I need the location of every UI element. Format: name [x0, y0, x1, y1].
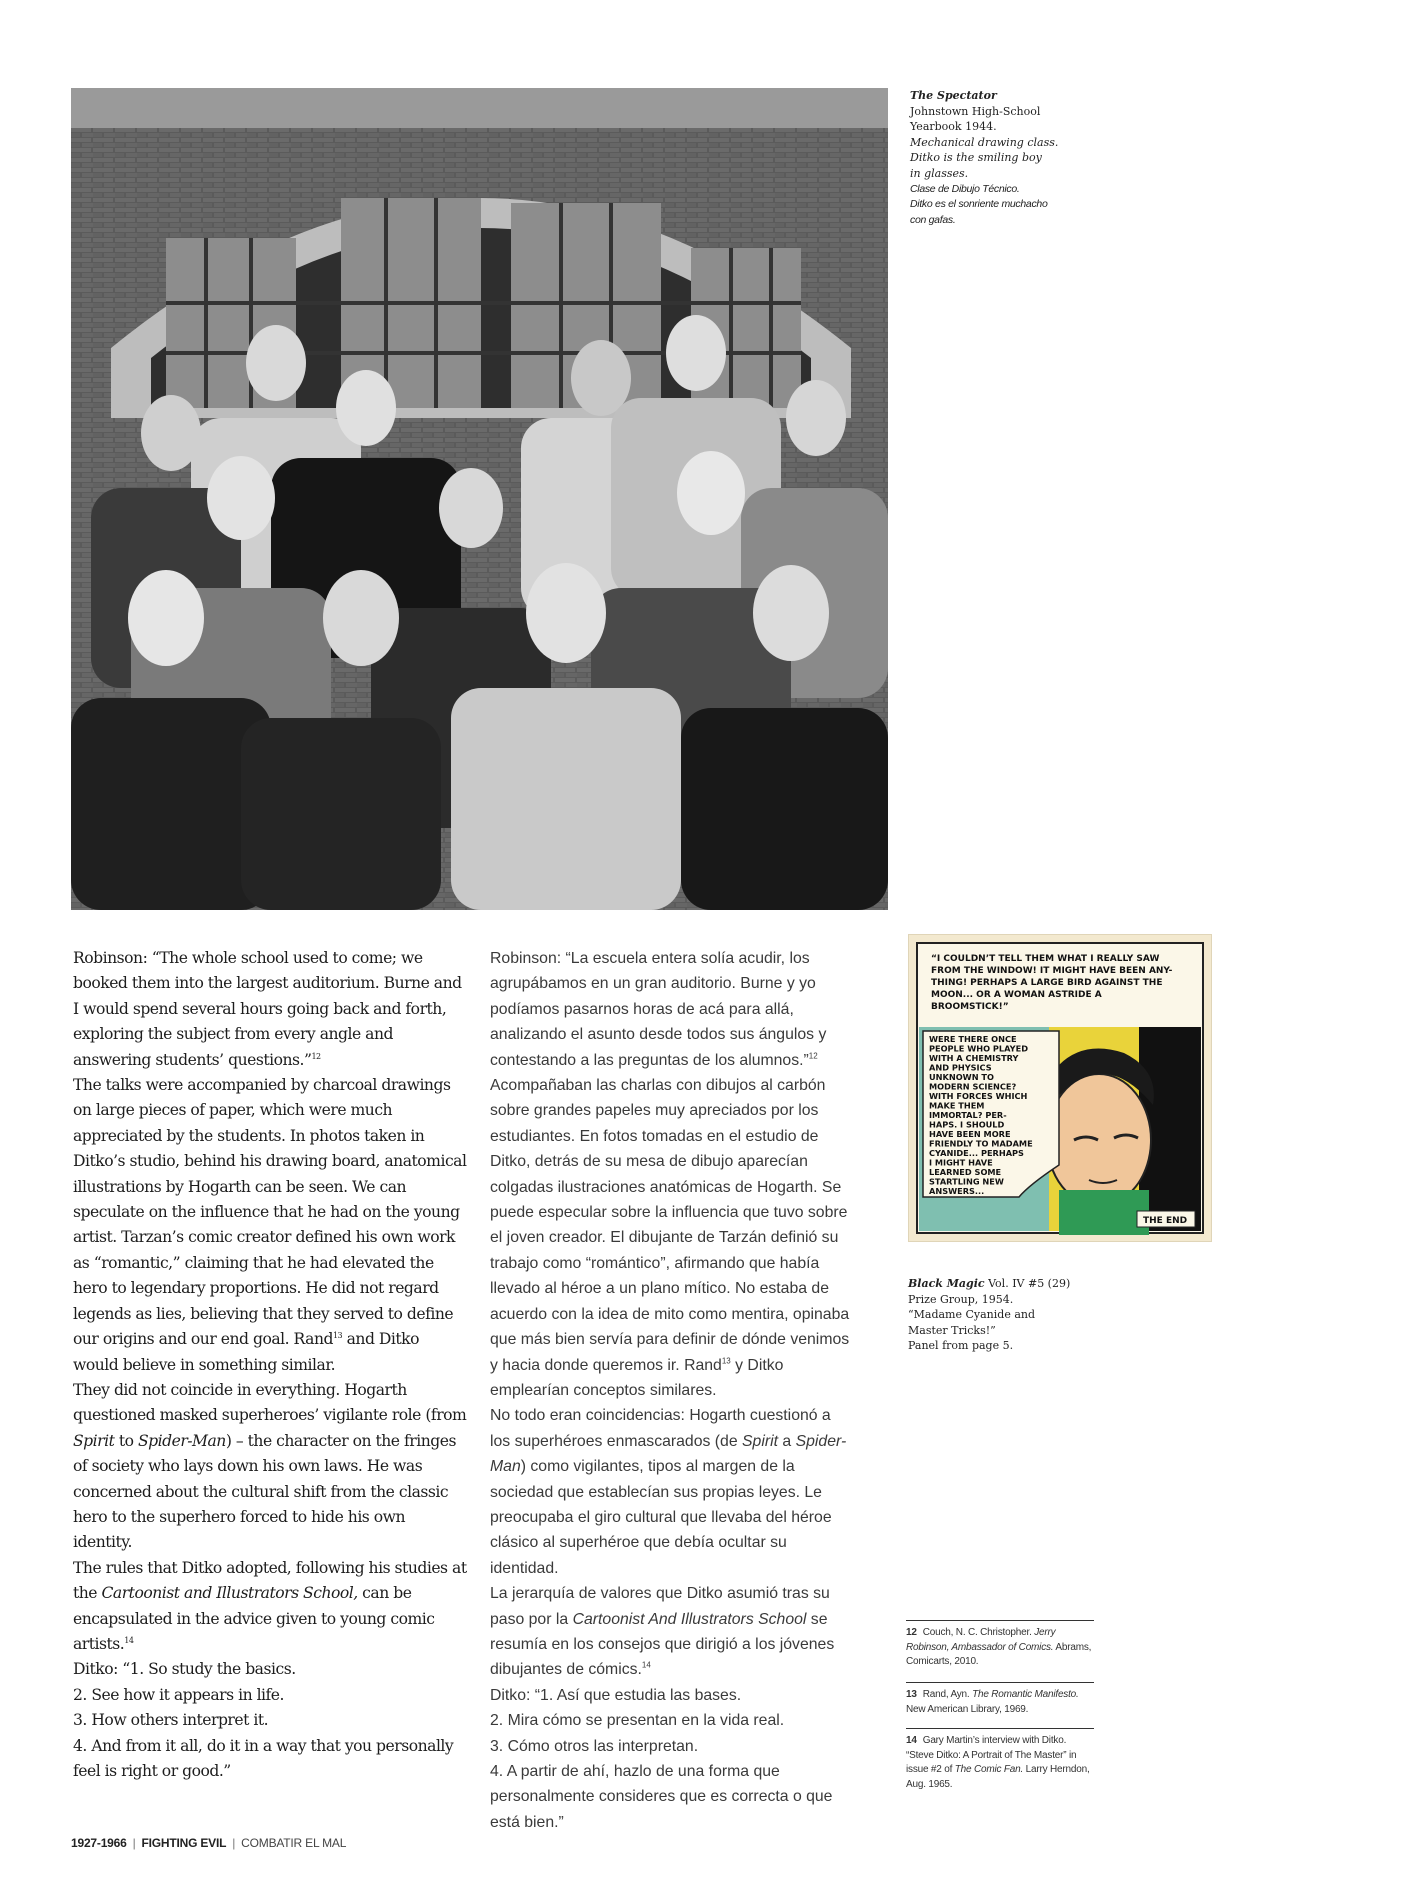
footnote-13 [906, 1688, 1096, 1717]
paragraph-text: y Ditko emplearían conceptos similares. [490, 1356, 784, 1399]
thought-line: ANSWERS... [929, 1186, 985, 1196]
footnote-ref: 12 [808, 1051, 818, 1061]
paragraph [490, 1581, 850, 1683]
thought-line: MAKE THEM [929, 1100, 985, 1111]
rule-line: 4. A partir de ahí, hazlo de una forma que personalmente consideres que es correcta o que está bien.” [490, 1763, 833, 1831]
title-ref: Spider-Man [137, 1431, 226, 1450]
paragraph-text: Acompañaban las charlas con dibujos al carbón sobre grandes papeles muy apreciados por los estudiantes. En fotos tomadas en el estudio de Ditko, detrás de su mesa de dibujo aparecían colgadas ilustraciones anatómicas de Hogarth. Se puede especular sobre la influencia que tuvo sobre el joven creador. El dibujante de Tarzán definió su trabajo como “romántico”, afirmando que había llevado al héroe a un plano mítico. No estaba de acuerdo con la idea de mito como mentira, opinaba que más bien servía para definir de dónde venimos y hacia donde queremos ir. Rand [490, 1077, 850, 1374]
paragraph-text: to [114, 1431, 138, 1450]
footer-years: 1927-1966 [71, 1836, 127, 1850]
english-column [73, 946, 468, 1784]
title-ref: Cartoonist And Illustrators School [572, 1610, 807, 1628]
footnote-12 [906, 1626, 1096, 1670]
paragraph-text: can be encapsulated in the advice given to young comic artists. [73, 1584, 435, 1653]
page-footer [71, 1836, 346, 1850]
footnote-ref: 13 [332, 1330, 343, 1340]
footnote-text: New American Library, 1969. [906, 1703, 1029, 1715]
panel-caption-volume: Vol. IV #5 (29) [984, 1277, 1071, 1290]
paragraph [73, 1073, 468, 1378]
title-ref: Spirit [73, 1431, 115, 1450]
rule-line: Ditko: “1. So study the basics. [73, 1660, 296, 1679]
panel-caption-line: “Madame Cyanide and [908, 1308, 1036, 1322]
thought-line: MODERN SCIENCE? [929, 1081, 1017, 1092]
footer-section: FIGHTING EVIL [141, 1836, 227, 1850]
paragraph-text: a [778, 1432, 796, 1450]
paragraph [73, 1378, 468, 1556]
footnote-divider [906, 1728, 1094, 1729]
rule-line: 3. How others interpret it. [73, 1711, 269, 1730]
thought-line: UNKNOWN TO [929, 1072, 994, 1082]
thought-line: IMMORTAL? PER- [929, 1110, 1007, 1120]
footnote-text: Larry Herndon, Aug. 1965. [906, 1764, 1090, 1790]
title-ref: Cartoonist and Illustrators School, [101, 1584, 358, 1603]
paragraph-text: ) como vigilantes, tipos al margen de la sociedad que establecían sus propias leyes. Le preocupaba el giro cultural que llevaba del héroe clásico al superhéroe que debía ocultar su identidad. [490, 1458, 832, 1577]
thought-line: WERE THERE ONCE [929, 1034, 1017, 1044]
footnote-number: 12 [906, 1627, 917, 1638]
panel-caption-line: FROM THE WINDOW! IT MIGHT HAVE BEEN ANY- [931, 966, 1173, 976]
caption-english: Ditko is the smiling boy [910, 151, 1042, 165]
thought-line: WITH FORCES WHICH [929, 1091, 1028, 1101]
paragraph-text: La jerarquía de valores que Ditko asumió tras su paso por la [490, 1585, 830, 1628]
footnote-title: The Comic Fan. [954, 1764, 1024, 1775]
photo-caption [910, 88, 1090, 228]
caption-line: Johnstown High-School [910, 104, 1041, 118]
panel-caption-title: Black Magic [908, 1277, 985, 1290]
caption-spanish: Ditko es el sonriente muchacho [910, 198, 1048, 211]
paragraph-text: No todo eran coincidencias: Hogarth cuestionó a los superhéroes enmascarados (de [490, 1407, 831, 1450]
spanish-column [490, 946, 850, 1835]
end-label: THE END [1143, 1216, 1188, 1226]
paragraph-text: The talks were accompanied by charcoal drawings on large pieces of paper, which were much appreciated by the students. In photos taken in Ditko’s studio, behind his drawing board, anatomical illustrations by Hogarth can be seen. We can speculate on the influence that he had on the young artist. Tarzan’s comic creator defined his own work as “romantic,” claiming that he had elevated the hero to legendary proportions. He did not regard legends as lies, believing that they served to define our origins and our end goal. Rand [73, 1076, 467, 1349]
thought-line: AND PHYSICS [929, 1062, 992, 1073]
paragraph-text: and Ditko would believe in something similar. [73, 1330, 419, 1374]
paragraph [490, 1403, 850, 1581]
footnote-ref: 14 [641, 1661, 651, 1671]
footnote-divider [906, 1682, 1094, 1683]
paragraph [490, 1073, 850, 1403]
paragraph-text: se resumía en los consejos que dirigió a los jóvenes dibujantes de cómics. [490, 1610, 835, 1679]
caption-line: Yearbook 1944. [910, 120, 997, 134]
paragraph-text: Robinson: “La escuela entera solía acudir, los agrupábamos en un gran auditorio. Burne y yo podíamos pasarnos horas de acá para allá, analizando el asunto desde todos sus ángulos y contestando a las preguntas de los alumnos.” [490, 950, 827, 1069]
panel-caption-line: BROOMSTICK!” [931, 1002, 1009, 1012]
panel-caption-line: THING! PERHAPS A LARGE BIRD AGAINST THE [931, 978, 1163, 988]
footnote-ref: 14 [124, 1635, 134, 1645]
title-ref: Spirit [742, 1432, 779, 1450]
panel-caption-line: MOON... OR A WOMAN ASTRIDE A [931, 990, 1102, 1000]
rule-line: Ditko: “1. Así que estudia las bases. [490, 1686, 742, 1704]
footnote-number: 13 [906, 1689, 917, 1700]
thought-line: HAPS. I SHOULD [929, 1119, 1005, 1130]
footnote-text: Couch, N. C. Christopher. [922, 1627, 1035, 1638]
footnote-14 [906, 1734, 1096, 1792]
paragraph [73, 1556, 468, 1658]
paragraph-text: ) – the character on the fringes of society who lays down his own laws. He was concerned about the cultural shift from the classic hero to the superhero forced to hide his own identity. [73, 1431, 456, 1552]
footnote-divider [906, 1620, 1094, 1621]
paragraph [490, 946, 850, 1073]
panel-caption-line: Panel from page 5. [908, 1339, 1014, 1353]
thought-line: LEARNED SOME [929, 1167, 1002, 1177]
footnote-text: Abrams, Comicarts, 2010. [906, 1641, 1092, 1667]
caption-english: Mechanical drawing class. [910, 135, 1059, 149]
footer-section-es: COMBATIR EL MAL [241, 1836, 347, 1850]
thought-line: WITH A CHEMISTRY [929, 1053, 1019, 1063]
panel-caption [908, 1276, 1108, 1354]
rule-line: 4. And from it all, do it in a way that you personally feel is right or good.” [73, 1736, 454, 1780]
paragraph-text: The rules that Ditko adopted, following his studies at the [73, 1558, 467, 1603]
paragraph [73, 946, 468, 1073]
footnote-title: Jerry Robinson, Ambassador of Comics. [906, 1627, 1056, 1653]
footnote-ref: 13 [721, 1356, 731, 1366]
footnote-number: 14 [906, 1735, 917, 1746]
panel-caption-line: Master Tricks!” [908, 1323, 996, 1337]
thought-line: I MIGHT HAVE [929, 1157, 993, 1168]
rule-line: 2. Mira cómo se presentan en la vida real. [490, 1712, 785, 1730]
paragraph-text: Robinson: “The whole school used to come; we booked them into the largest auditorium. Burne and I would spend several hours going back and forth, exploring the subject from every angle and answering students’ questions.” [73, 949, 462, 1069]
footnote-title: The Romantic Manifesto. [972, 1689, 1079, 1700]
rule-line: 2. See how it appears in life. [73, 1685, 284, 1704]
footer-separator: | [232, 1836, 236, 1850]
thought-line: PEOPLE WHO PLAYED [929, 1043, 1028, 1054]
caption-spanish: Clase de Dibujo Técnico. [910, 182, 1020, 195]
paragraph-text: They did not coincide in everything. Hogarth questioned masked superheroes’ vigilante role (from [73, 1380, 467, 1425]
thought-line: FRIENDLY TO MADAME [929, 1138, 1033, 1149]
rule-line: 3. Cómo otros las interpretan. [490, 1737, 699, 1755]
caption-english: in glasses. [910, 166, 969, 180]
footnote-text: Gary Martin’s interview with Ditko. “Steve Ditko: A Portrait of The Master” in issue #2 of [906, 1735, 1077, 1775]
panel-caption-line: Prize Group, 1954. [908, 1292, 1014, 1306]
thought-line: CYANIDE... PERHAPS [929, 1148, 1024, 1158]
title-ref: Spider-Man [490, 1432, 847, 1476]
footer-separator: | [132, 1836, 136, 1850]
thought-line: HAVE BEEN MORE [929, 1129, 1011, 1139]
caption-title: The Spectator [910, 89, 997, 102]
yearbook-photo [71, 88, 888, 910]
panel-caption-line: “I COULDN’T TELL THEM WHAT I REALLY SAW [931, 954, 1160, 964]
footnote-text: Rand, Ayn. [922, 1689, 973, 1700]
footnote-ref: 12 [311, 1051, 321, 1061]
comic-panel [908, 934, 1212, 1242]
caption-spanish: con gafas. [910, 213, 956, 226]
thought-line: STARTLING NEW [929, 1176, 1004, 1187]
